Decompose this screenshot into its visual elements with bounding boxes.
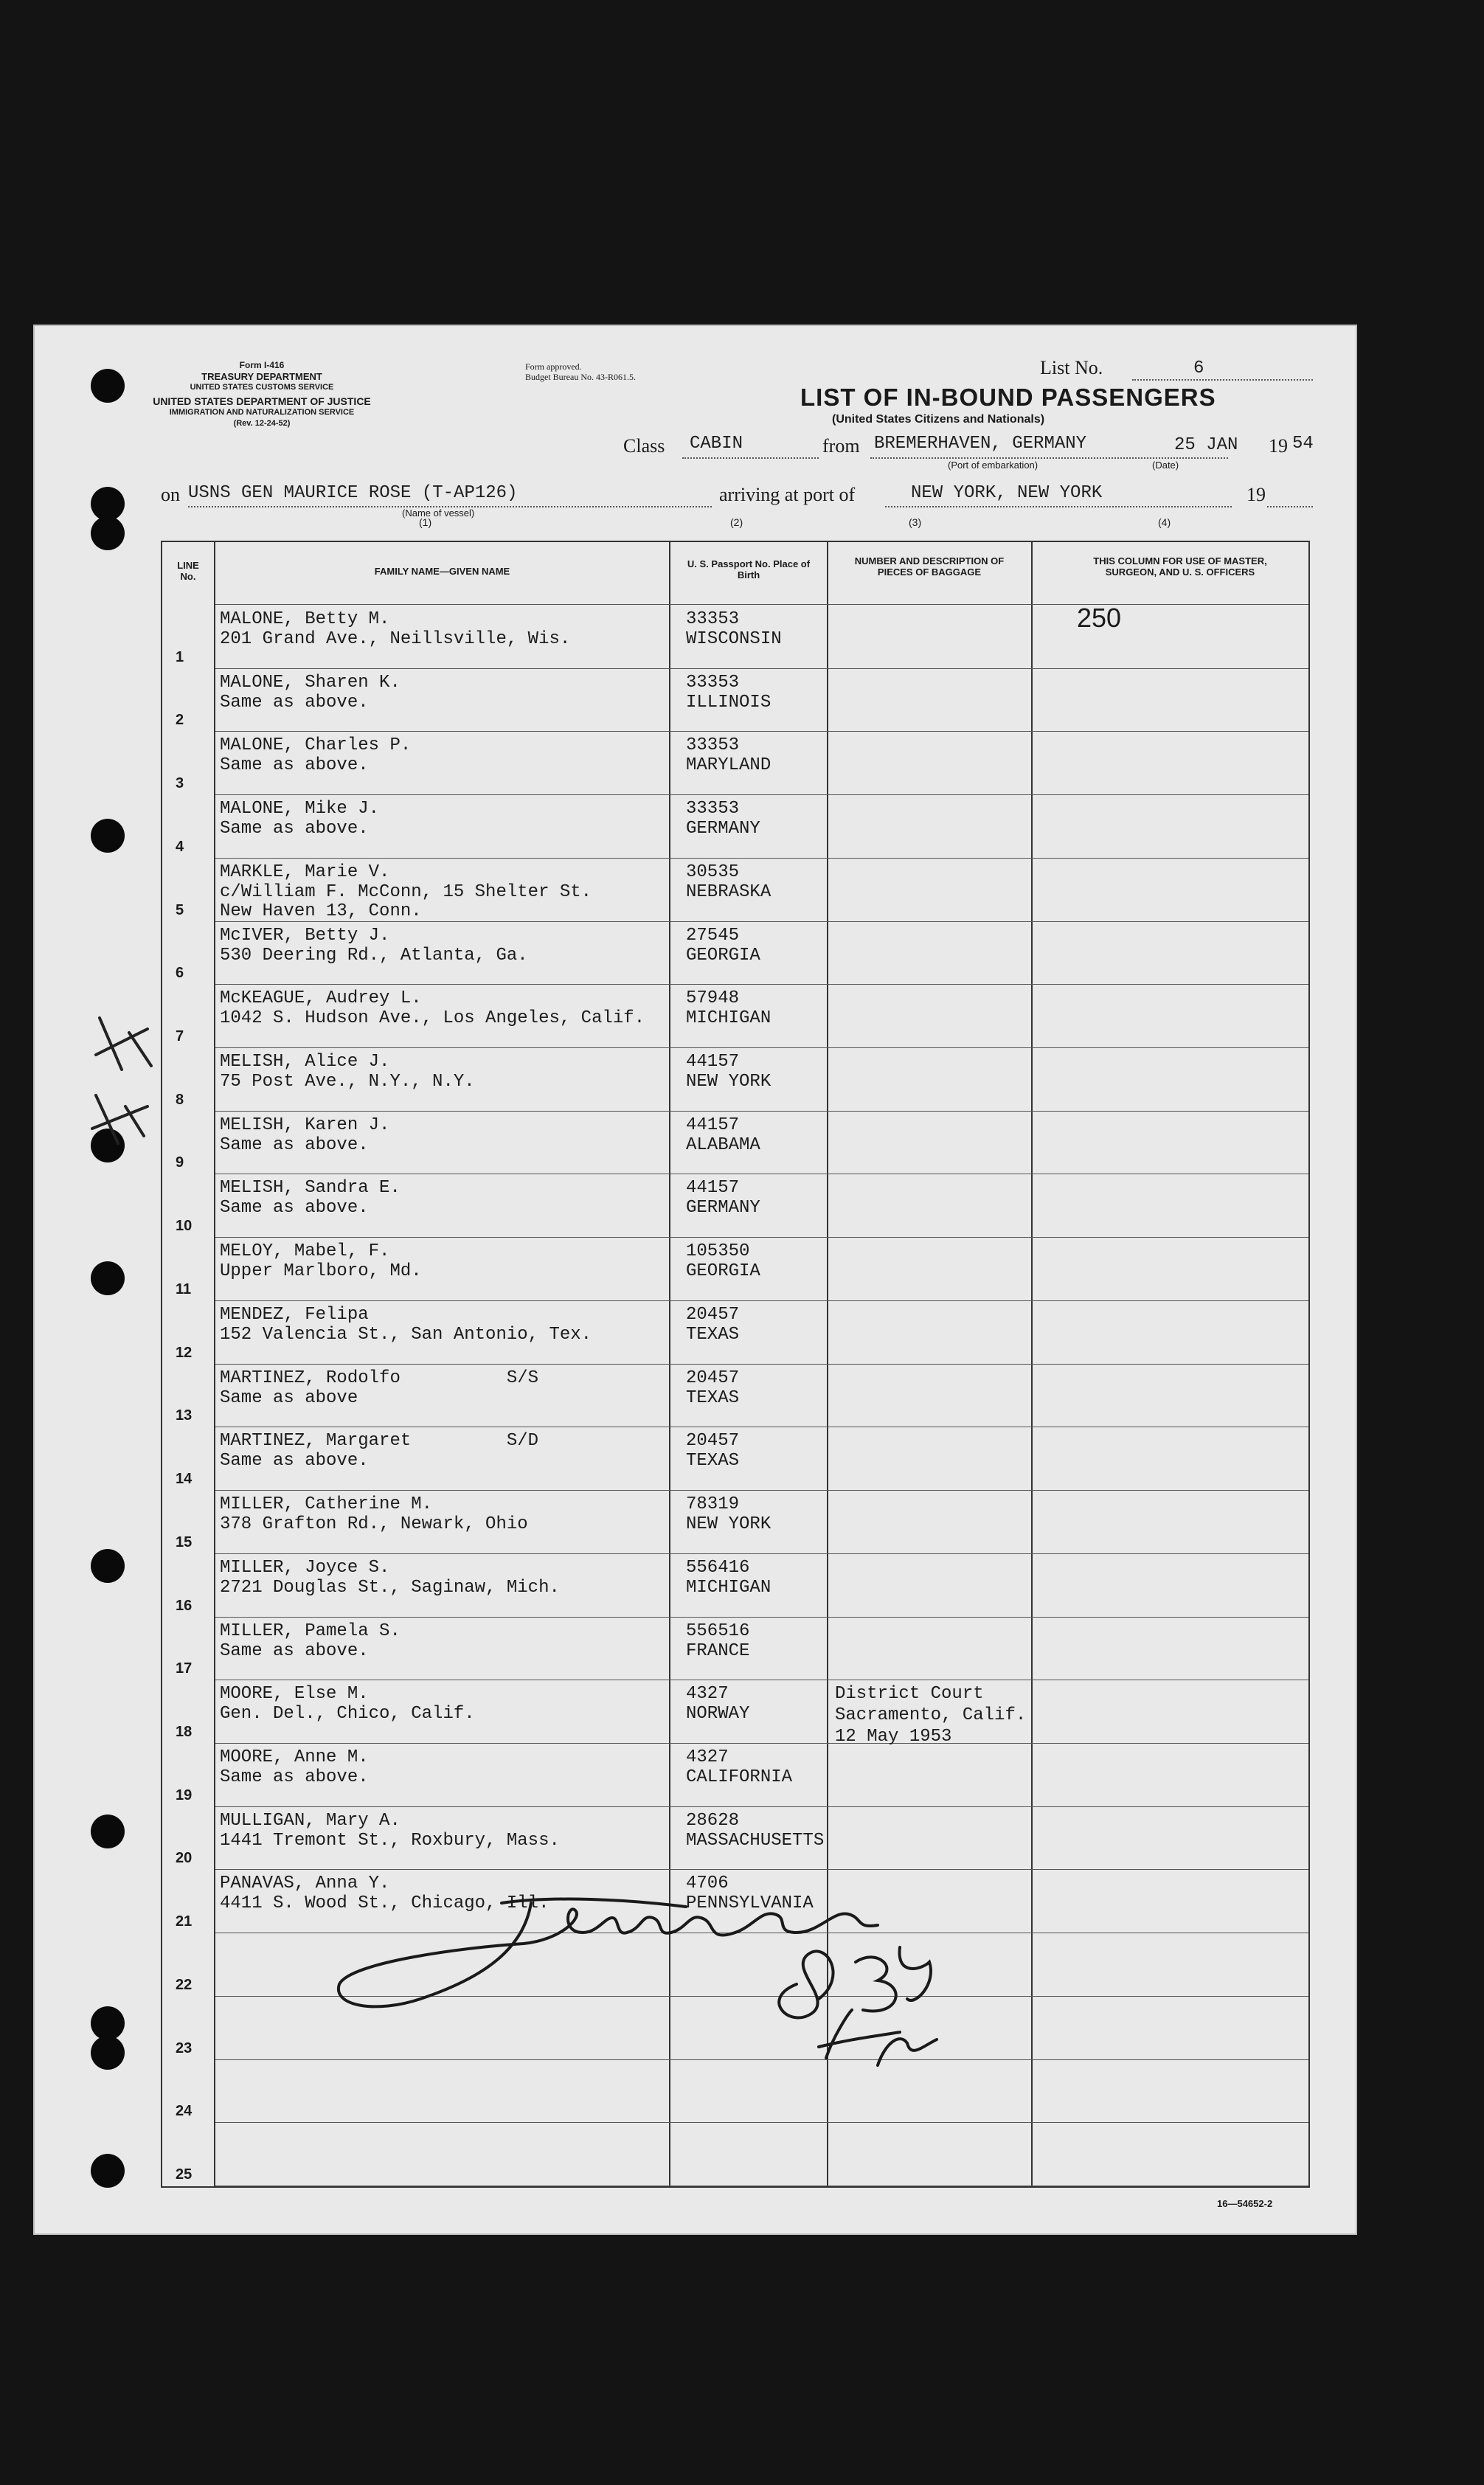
table-row xyxy=(162,1048,1308,1112)
table-row xyxy=(162,1112,1308,1175)
passenger-name: MALONE, Charles P. xyxy=(220,735,412,756)
birth-place: MASSACHUSETTS xyxy=(686,1830,825,1851)
binder-hole xyxy=(91,369,125,403)
birth-place: MICHIGAN xyxy=(686,1008,772,1029)
date-caption: (Date) xyxy=(1152,460,1179,471)
arrival-port-value: NEW YORK, NEW YORK xyxy=(911,483,1103,503)
line-number: 9 xyxy=(176,1154,184,1171)
passenger-address: 378 Grafton Rd., Newark, Ohio xyxy=(220,1514,528,1535)
customs-label: UNITED STATES CUSTOMS SERVICE xyxy=(190,383,334,392)
passenger-address: Same as above. xyxy=(220,1134,369,1155)
table-row xyxy=(162,1238,1308,1301)
col-num-3: (3) xyxy=(909,516,922,528)
table-row xyxy=(162,795,1308,859)
passenger-address: Same as above. xyxy=(220,1640,369,1661)
passport-number: 33353 xyxy=(686,672,740,693)
passenger-address: Same as above. xyxy=(220,1451,369,1472)
passenger-name: MALONE, Mike J. xyxy=(220,799,380,819)
passport-number: 556516 xyxy=(686,1621,750,1641)
line-number: 20 xyxy=(176,1850,193,1867)
passport-number: 4327 xyxy=(686,1747,729,1767)
passenger-address: 152 Valencia St., San Antonio, Tex. xyxy=(220,1324,592,1345)
passenger-name: PANAVAS, Anna Y. xyxy=(220,1874,390,1894)
table-row xyxy=(162,1807,1308,1871)
birth-place: NEW YORK xyxy=(686,1514,772,1535)
passenger-name: McKEAGUE, Audrey L. xyxy=(220,988,422,1009)
passenger-address: 2721 Douglas St., Saginaw, Mich. xyxy=(220,1577,560,1598)
line-number: 11 xyxy=(176,1280,192,1297)
binder-hole xyxy=(91,2036,125,2070)
table-row xyxy=(162,922,1308,985)
binder-hole xyxy=(91,2154,125,2188)
line-number: 24 xyxy=(176,2103,193,2120)
passport-number: 27545 xyxy=(686,925,740,946)
col-head-line-no: LINE No. xyxy=(177,560,199,582)
table-row xyxy=(162,669,1308,732)
birth-place: GEORGIA xyxy=(686,945,760,966)
passenger-address: Same as above. xyxy=(220,692,369,713)
date-value: 25 JAN xyxy=(1174,435,1238,455)
year-prefix: 19 xyxy=(1269,435,1288,457)
line-number: 16 xyxy=(176,1597,193,1614)
vessel-value: USNS GEN MAURICE ROSE (T-AP126) xyxy=(188,483,518,503)
passport-number: 20457 xyxy=(686,1304,740,1325)
passenger-address: Same as above xyxy=(220,1387,358,1408)
passport-number: 28628 xyxy=(686,1810,740,1831)
line-number: 17 xyxy=(176,1660,193,1677)
table-row xyxy=(162,1744,1308,1807)
binder-hole xyxy=(91,1815,125,1848)
passenger-address: 201 Grand Ave., Neillsville, Wis. xyxy=(220,629,571,649)
birth-place: CALIFORNIA xyxy=(686,1767,793,1787)
table-row xyxy=(162,2123,1308,2186)
passenger-name: McIVER, Betty J. xyxy=(220,925,390,946)
birth-place: MICHIGAN xyxy=(686,1577,772,1598)
passport-number: 44157 xyxy=(686,1115,740,1135)
table-row xyxy=(162,732,1308,795)
passport-number: 4327 xyxy=(686,1684,729,1705)
passenger-name: MARTINEZ, Rodolfo S/S xyxy=(220,1368,539,1388)
passenger-address: Same as above. xyxy=(220,1767,369,1787)
passport-number: 33353 xyxy=(686,609,740,629)
from-label: from xyxy=(822,435,860,457)
birth-place: TEXAS xyxy=(686,1387,740,1408)
line-number: 5 xyxy=(176,901,184,918)
birth-place: ILLINOIS xyxy=(686,692,772,713)
justice-label: UNITED STATES DEPARTMENT OF JUSTICE xyxy=(153,395,371,407)
agency-block xyxy=(148,360,376,429)
binder-hole xyxy=(91,1261,125,1295)
col-num-4: (4) xyxy=(1158,516,1171,528)
passport-number: 33353 xyxy=(686,799,740,819)
passenger-name: MARTINEZ, Margaret S/D xyxy=(220,1431,539,1452)
treasury-label: TREASURY DEPARTMENT xyxy=(201,371,322,382)
passenger-name: MILLER, Catherine M. xyxy=(220,1494,433,1515)
passenger-name: MOORE, Else M. xyxy=(220,1684,369,1705)
line-number: 21 xyxy=(176,1913,193,1930)
line-number: 14 xyxy=(176,1471,193,1488)
col-head-passport: U. S. Passport No. Place of Birth xyxy=(687,558,811,580)
line-number: 15 xyxy=(176,1533,193,1550)
table-row xyxy=(162,1365,1308,1428)
passenger-name: MELOY, Mabel, F. xyxy=(220,1241,390,1262)
col-head-officers: THIS COLUMN FOR USE OF MASTER, SURGEON, AND U. S. OFFICERS xyxy=(1093,555,1267,578)
table-row xyxy=(162,859,1308,922)
table-row xyxy=(162,985,1308,1048)
year2-line xyxy=(1267,506,1313,507)
passenger-address: 1441 Tremont St., Roxbury, Mass. xyxy=(220,1830,560,1851)
passport-number: 44157 xyxy=(686,1178,740,1199)
vessel-caption: (Name of vessel) xyxy=(402,507,475,519)
passenger-address: 4411 S. Wood St., Chicago, Ill. xyxy=(220,1893,549,1914)
table-row xyxy=(162,603,1308,669)
binder-hole xyxy=(91,819,125,853)
arriving-label: arriving at port of xyxy=(719,484,856,505)
form-number: Form I-416 xyxy=(239,360,285,370)
birth-place: TEXAS xyxy=(686,1324,740,1345)
line-number: 6 xyxy=(176,965,184,982)
print-code: 16—54652-2 xyxy=(1217,2198,1273,2209)
header-rule xyxy=(215,604,1308,605)
passport-number: 33353 xyxy=(686,735,740,756)
birth-place: NORWAY xyxy=(686,1704,750,1725)
year-suffix: 54 xyxy=(1292,434,1314,454)
table-row xyxy=(162,1427,1308,1491)
passenger-name: MILLER, Joyce S. xyxy=(220,1557,390,1578)
passenger-name: MELISH, Karen J. xyxy=(220,1115,390,1135)
passport-number: 78319 xyxy=(686,1494,740,1515)
margin-x-mark xyxy=(96,1018,151,1070)
passenger-address: Same as above. xyxy=(220,819,369,839)
line-number: 4 xyxy=(176,838,184,855)
table-row xyxy=(162,1174,1308,1238)
margin-x-marks xyxy=(77,1011,166,1158)
passenger-name: MILLER, Pamela S. xyxy=(220,1621,401,1641)
binder-hole xyxy=(91,516,125,550)
col-head-name: FAMILY NAME—GIVEN NAME xyxy=(374,566,510,577)
line-number: 25 xyxy=(176,2166,193,2183)
passenger-address: 530 Deering Rd., Atlanta, Ga. xyxy=(220,945,528,966)
passport-number: 20457 xyxy=(686,1431,740,1452)
officer-note: 250 xyxy=(1077,603,1122,633)
table-row xyxy=(162,1618,1308,1681)
passport-number: 57948 xyxy=(686,988,740,1009)
class-value: CABIN xyxy=(690,434,743,454)
on-label: on xyxy=(161,484,180,505)
passport-number: 556416 xyxy=(686,1557,750,1578)
form-subtitle: (United States Citizens and Nationals) xyxy=(832,413,1045,426)
passenger-name: MENDEZ, Felipa xyxy=(220,1304,369,1325)
passport-number: 30535 xyxy=(686,862,740,882)
list-no-value: 6 xyxy=(1193,358,1204,378)
birth-place: ALABAMA xyxy=(686,1134,760,1155)
line-number: 7 xyxy=(176,1028,184,1045)
binder-hole xyxy=(91,1549,125,1583)
col-num-2: (2) xyxy=(730,516,743,528)
class-label: Class xyxy=(623,435,665,457)
table-row xyxy=(162,1554,1308,1618)
line-number: 1 xyxy=(176,648,184,665)
passenger-address: Same as above. xyxy=(220,1198,369,1219)
line-number: 12 xyxy=(176,1344,193,1361)
birth-place: FRANCE xyxy=(686,1640,750,1661)
passenger-address: 1042 S. Hudson Ave., Los Angeles, Calif. xyxy=(220,1008,645,1029)
line-number: 13 xyxy=(176,1407,193,1424)
passport-number: 105350 xyxy=(686,1241,750,1262)
line-number: 22 xyxy=(176,1976,193,1993)
birth-place: PENNSYLVANIA xyxy=(686,1893,814,1914)
list-no-line xyxy=(1132,379,1313,381)
line-number: 10 xyxy=(176,1218,193,1235)
approved-label: Form approved. xyxy=(525,361,582,372)
line-number: 23 xyxy=(176,2039,193,2056)
line-number: 8 xyxy=(176,1091,184,1108)
list-no-label: List No. xyxy=(1040,357,1103,378)
baggage-description: District Court Sacramento, Calif. 12 May 1953 xyxy=(835,1684,1027,1747)
revision-label: (Rev. 12-24-52) xyxy=(233,419,291,428)
passenger-name: MELISH, Alice J. xyxy=(220,1052,390,1072)
port-embark-caption: (Port of embarkation) xyxy=(948,460,1039,471)
class-line xyxy=(682,457,819,459)
birth-place: NEW YORK xyxy=(686,1072,772,1092)
port-embark-value: BREMERHAVEN, GERMANY xyxy=(874,434,1087,454)
birth-place: GERMANY xyxy=(686,819,760,839)
passenger-address: Same as above. xyxy=(220,755,369,776)
signature xyxy=(317,1888,951,2080)
col-head-baggage: NUMBER AND DESCRIPTION OF PIECES OF BAGGAGE xyxy=(854,555,1005,578)
passenger-name: MALONE, Betty M. xyxy=(220,609,390,629)
birth-place: GEORGIA xyxy=(686,1261,760,1282)
passenger-name: MULLIGAN, Mary A. xyxy=(220,1810,401,1831)
line-number: 3 xyxy=(176,775,184,792)
year2-label: 19 xyxy=(1247,484,1266,505)
passport-number: 20457 xyxy=(686,1368,740,1388)
birth-place: MARYLAND xyxy=(686,755,772,776)
line-number: 19 xyxy=(176,1786,193,1803)
passenger-name: MOORE, Anne M. xyxy=(220,1747,369,1767)
passenger-name: MALONE, Sharen K. xyxy=(220,672,401,693)
birth-place: NEBRASKA xyxy=(686,881,772,902)
birth-place: TEXAS xyxy=(686,1451,740,1472)
birth-place: GERMANY xyxy=(686,1198,760,1219)
arrival-port-line xyxy=(885,506,1232,507)
passenger-address: 75 Post Ave., N.Y., N.Y. xyxy=(220,1072,475,1092)
table-row xyxy=(162,1301,1308,1365)
passport-number: 44157 xyxy=(686,1052,740,1072)
line-number: 18 xyxy=(176,1723,193,1740)
form-title: LIST OF IN-BOUND PASSENGERS xyxy=(800,384,1216,411)
passenger-address: c/William F. McConn, 15 Shelter St. New Haven 13, Conn. xyxy=(220,881,592,921)
approval-block xyxy=(525,361,636,382)
passenger-address: Gen. Del., Chico, Calif. xyxy=(220,1704,475,1725)
ins-label: IMMIGRATION AND NATURALIZATION SERVICE xyxy=(169,408,355,417)
margin-x-mark xyxy=(92,1095,148,1143)
passenger-name: MELISH, Sandra E. xyxy=(220,1178,401,1199)
passport-number: 4706 xyxy=(686,1874,729,1894)
table-row xyxy=(162,1680,1308,1747)
table-row xyxy=(162,1491,1308,1554)
birth-place: WISCONSIN xyxy=(686,629,782,649)
line-number: 2 xyxy=(176,712,184,729)
budget-label: Budget Bureau No. 43-R061.5. xyxy=(525,372,636,382)
port-embark-line xyxy=(870,457,1228,459)
passenger-address: Upper Marlboro, Md. xyxy=(220,1261,422,1282)
passenger-name: MARKLE, Marie V. xyxy=(220,862,390,882)
col-num-1: (1) xyxy=(419,516,432,528)
